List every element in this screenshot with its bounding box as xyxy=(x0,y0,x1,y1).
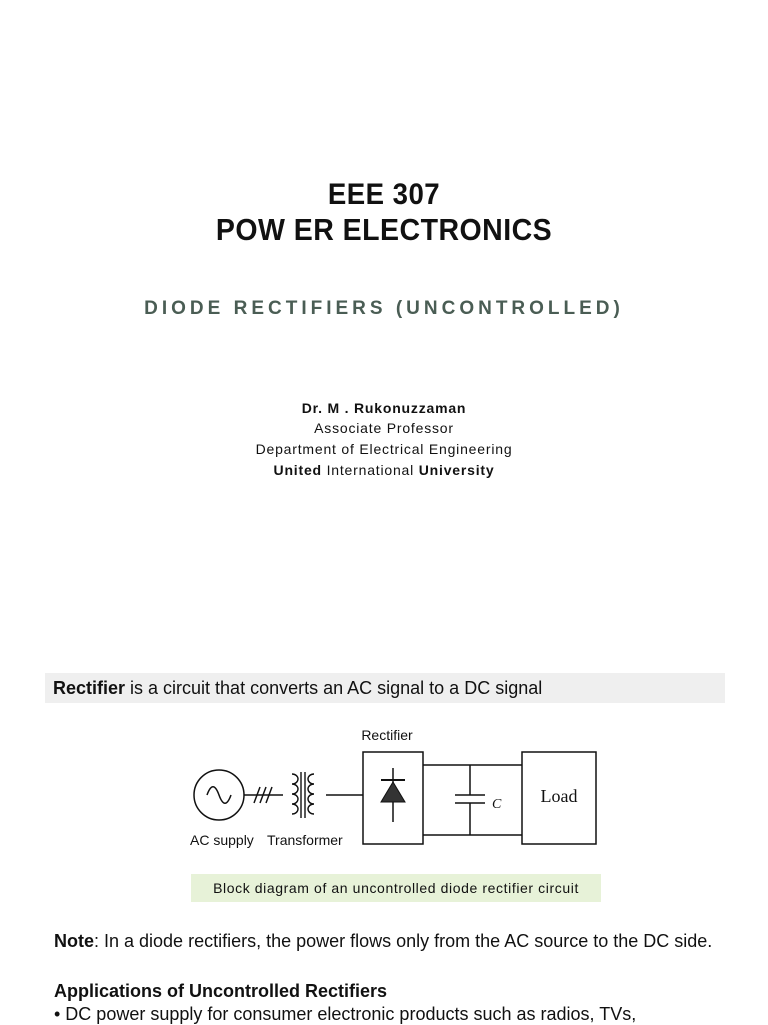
definition-term: Rectifier xyxy=(53,678,126,698)
university-word-3: University xyxy=(418,462,495,478)
author-position: Associate Professor xyxy=(314,420,454,436)
transformer-icon xyxy=(292,772,314,818)
course-title: POW ER ELECTRONICS xyxy=(215,212,553,247)
definition-box xyxy=(45,673,725,703)
transformer-label: Transformer xyxy=(267,832,343,848)
author-name: Dr. M . Rukonuzzaman xyxy=(301,400,467,416)
applications-heading: Applications of Uncontrolled Rectifiers xyxy=(54,981,388,1001)
note-paragraph xyxy=(54,930,734,953)
lecture-title: DIODE RECTIFIERS (UNCONTROLLED) xyxy=(144,298,624,319)
note-text: : In a diode rectifiers, the power flows only from the AC source to the DC side. xyxy=(94,931,713,951)
capacitor-label: C xyxy=(492,797,502,812)
diagram-caption: Block diagram of an uncontrolled diode rectifier circuit xyxy=(191,874,601,902)
applications-list-item: • DC power supply for consumer electronic products such as radios, TVs, xyxy=(54,1004,637,1024)
note-label: Note xyxy=(54,931,94,951)
university-word-2: International xyxy=(321,462,419,478)
ac-source-icon xyxy=(194,770,244,820)
author-university xyxy=(0,462,768,478)
rectifier-block-diagram xyxy=(180,722,612,868)
university-word-1: United xyxy=(273,462,322,478)
course-code: EEE 307 xyxy=(327,178,441,211)
rectifier-label: Rectifier xyxy=(361,727,413,743)
capacitor-icon xyxy=(455,765,485,835)
author-department: Department of Electrical Engineering xyxy=(255,441,513,457)
load-label: Load xyxy=(540,786,578,806)
three-phase-hatch-icon xyxy=(254,787,272,803)
definition-text: is a circuit that converts an AC signal to a DC signal xyxy=(125,678,543,698)
ac-supply-label: AC supply xyxy=(190,832,254,848)
